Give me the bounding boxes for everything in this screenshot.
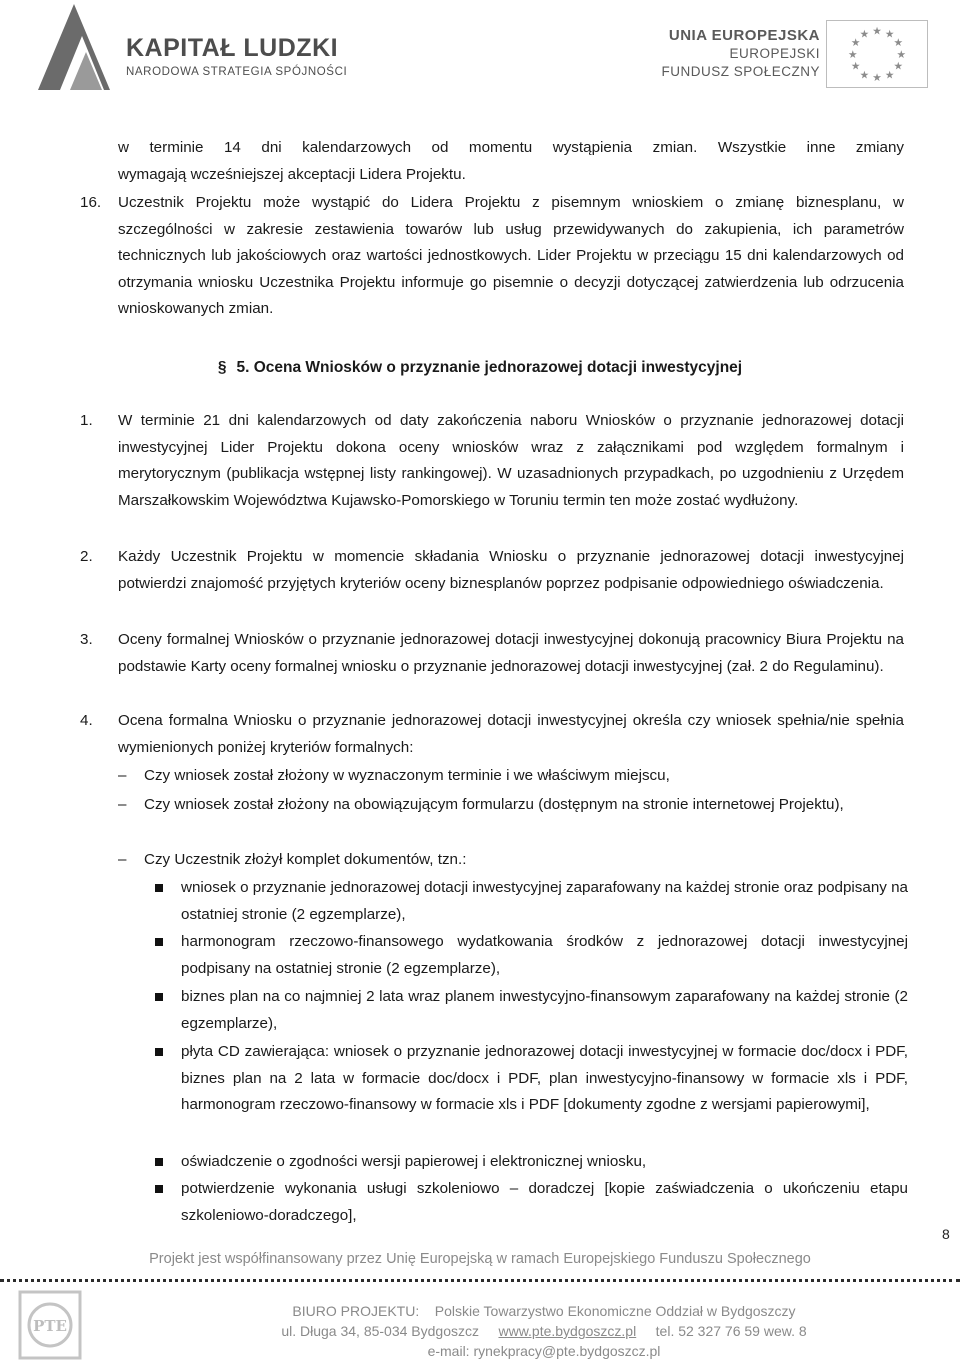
square-item-text: potwierdzenie wykonania usługi szkoleniowo – doradczej [kopie zaświadczenia o ukończeniu etapu szkoleniowo-doradczego],: [181, 1180, 908, 1224]
office-address: ul. Długa 34, 85-034 Bydgoszcz: [281, 1323, 480, 1339]
square-item-text: wniosek o przyznanie jednorazowej dotacji inwestycyjnej zaparafowany na każdej stronie oraz podpisany na ostatniej stronie (2 egzemplarze),: [181, 879, 908, 923]
eu-line3: FUNDUSZ SPOŁECZNY: [661, 64, 820, 79]
section-title: 5. Ocena Wniosków o przyznanie jednorazowej dotacji inwestycyjnej: [236, 359, 743, 376]
section-symbol: §: [217, 359, 227, 376]
item16-number: 16.: [80, 194, 102, 211]
footer-line-address: [244, 1321, 844, 1341]
eu-flag-icon: [826, 20, 928, 88]
office-name: Polskie Towarzystwo Ekonomiczne Oddział w Bydgoszczy: [434, 1303, 796, 1319]
funding-note: Projekt jest współfinansowany przez Unię Europejską w ramach Europejskiego Funduszu Społecznego: [149, 1251, 811, 1267]
office-email: e-mail: rynekpracy@pte.bydgoszcz.pl: [427, 1343, 661, 1359]
square-item-text: płyta CD zawierająca: wniosek o przyznanie jednorazowej dotacji inwestycyjnej w formacie doc/docx i PDF, biznes plan na 2 lata w formacie doc/docx i PDF, plan inwestycyjno-finansowy w formacie xls i PDF, harmonogram rzeczowo-finansowy w formacie xls i PDF [dokumenty zgodne z wersjami papierowymi],: [181, 1043, 908, 1113]
svg-text:★: ★: [896, 47, 907, 61]
square-bullet-icon: [155, 1048, 163, 1056]
svg-text:★: ★: [872, 24, 882, 38]
svg-text:★: ★: [893, 59, 904, 73]
kapital-ludzki-wordmark: [126, 34, 347, 80]
square-item-text: harmonogram rzeczowo-finansowego wydatkowania środków z jednorazowej dotacji inwestycyjnej podpisany na ostatniej stronie (2 egzemplarze),: [181, 933, 908, 977]
office-label: BIURO PROJEKTU:: [292, 1303, 420, 1319]
svg-text:★: ★: [893, 36, 904, 50]
square-item-text: oświadczenie o zgodności wersji papierowej i elektronicznej wniosku,: [181, 1153, 647, 1170]
dash-bullet: –: [118, 796, 127, 813]
item-number: 3.: [80, 631, 93, 648]
item-text: Oceny formalnej Wniosków o przyznanie jednorazowej dotacji inwestycyjnej dokonują pracownicy Biura Projektu na podstawie Karty oceny formalnej wniosku o przyznanie jednorazowej dotacji inwestycyjnej (zał. 2 do Regulaminu).: [118, 631, 904, 675]
kapital-subtitle: NARODOWA STRATEGIA SPÓJNOŚCI: [126, 66, 348, 78]
kapital-ludzki-logo-icon: [30, 2, 118, 92]
svg-text:★: ★: [850, 36, 861, 50]
intro-line-2: wymagają wcześniejszej akceptacji Lidera Projektu.: [118, 165, 466, 183]
footer-line-email: [244, 1341, 844, 1361]
item-number: 2.: [80, 548, 93, 565]
item-number: 1.: [80, 412, 93, 429]
svg-text:★: ★: [847, 47, 858, 61]
footer-contact: [244, 1301, 844, 1361]
item-number: 4.: [80, 712, 93, 729]
dash-item-text: Czy wniosek został złożony w wyznaczonym terminie i we właściwym miejscu,: [144, 767, 670, 784]
eu-wordmark: [661, 26, 820, 81]
square-item-text: biznes plan na co najmniej 2 lata wraz planem inwestycyjno-finansowym zaparafowany na każdej stronie (2 egzemplarze),: [181, 988, 908, 1032]
square-bullet-icon: [155, 938, 163, 946]
footer-line-office: [244, 1301, 844, 1321]
dash-item-text: Czy Uczestnik złożył komplet dokumentów, tzn.:: [144, 851, 467, 868]
item-text: W terminie 21 dni kalendarzowych od daty zakończenia naboru Wniosków o przyznanie jednorazowej dotacji inwestycyjnej Lider Projektu dokona oceny wniosków wraz z załącznikami pod względem formalnym i merytorycznym (publikacja wstępnej listy rankingowej). W uzasadnionych przypadkach, po uzgodnieniu z Urzędem Marszałkowskim Województwa Kujawsko-Pomorskiego w Toruniu termin ten może zostać wydłużony.: [118, 412, 904, 509]
kapital-title: KAPITAŁ LUDZKI: [126, 34, 339, 62]
item-text: Ocena formalna Wniosku o przyznanie jednorazowej dotacji inwestycyjnej określa czy wniosek spełnia/nie spełnia wymienionych poniżej kryteriów formalnych:: [118, 712, 904, 756]
dash-item-text: Czy wniosek został złożony na obowiązującym formularzu (dostępnym na stronie internetowej Projektu),: [144, 796, 844, 813]
section-heading: [0, 355, 960, 381]
svg-text:★: ★: [884, 27, 895, 41]
svg-text:★: ★: [850, 59, 861, 73]
website-link[interactable]: www.pte.bydgoszcz.pl: [498, 1323, 637, 1339]
page-header: [0, 0, 960, 100]
svg-text:★: ★: [859, 27, 870, 41]
pte-logo-icon: [18, 1290, 82, 1360]
dash-bullet: –: [118, 767, 127, 784]
square-bullet-icon: [155, 884, 163, 892]
svg-text:★: ★: [884, 68, 895, 82]
item-text: Każdy Uczestnik Projektu w momencie składania Wniosku o przyznanie jednorazowej dotacji inwestycyjnej potwierdzi znajomość przyjętych kryteriów oceny biznesplanów poprzez podpisanie odpowiedniego oświadczenia.: [118, 548, 904, 592]
item16-text: Uczestnik Projektu może wystąpić do Lidera Projektu z pisemnym wnioskiem o zmianę biznesplanu, w szczególności w zakresie zestawienia towarów lub usług przewidywanych do zakupienia, ich parametrów technicznych lub jakościowych oraz wartości jednostkowych. Lider Projektu w przeciągu 15 dni kalendarzowych od otrzymania wniosku Uczestnika Projektu informuje go pisemnie o decyzji dotyczącej zatwierdzenia lub odrzucenia wnioskowanych zmian.: [118, 194, 904, 317]
intro-paragraph: [118, 135, 904, 188]
svg-text:★: ★: [859, 68, 870, 82]
eu-line2: EUROPEJSKI: [729, 46, 820, 61]
square-bullet-icon: [155, 1185, 163, 1193]
page-number: 8: [942, 1226, 950, 1242]
dash-bullet: –: [118, 851, 127, 868]
svg-text:PTE: PTE: [33, 1317, 67, 1335]
square-bullet-icon: [155, 1158, 163, 1166]
intro-line-1: w terminie 14 dni kalendarzowych od momentu wystąpienia zmian. Wszystkie inne zmiany: [118, 139, 904, 156]
footer-divider: [0, 1279, 960, 1282]
svg-text:★: ★: [872, 71, 882, 85]
square-bullet-icon: [155, 993, 163, 1001]
eu-line1: UNIA EUROPEJSKA: [668, 27, 820, 44]
office-phone: tel. 52 327 76 59 wew. 8: [655, 1323, 807, 1339]
